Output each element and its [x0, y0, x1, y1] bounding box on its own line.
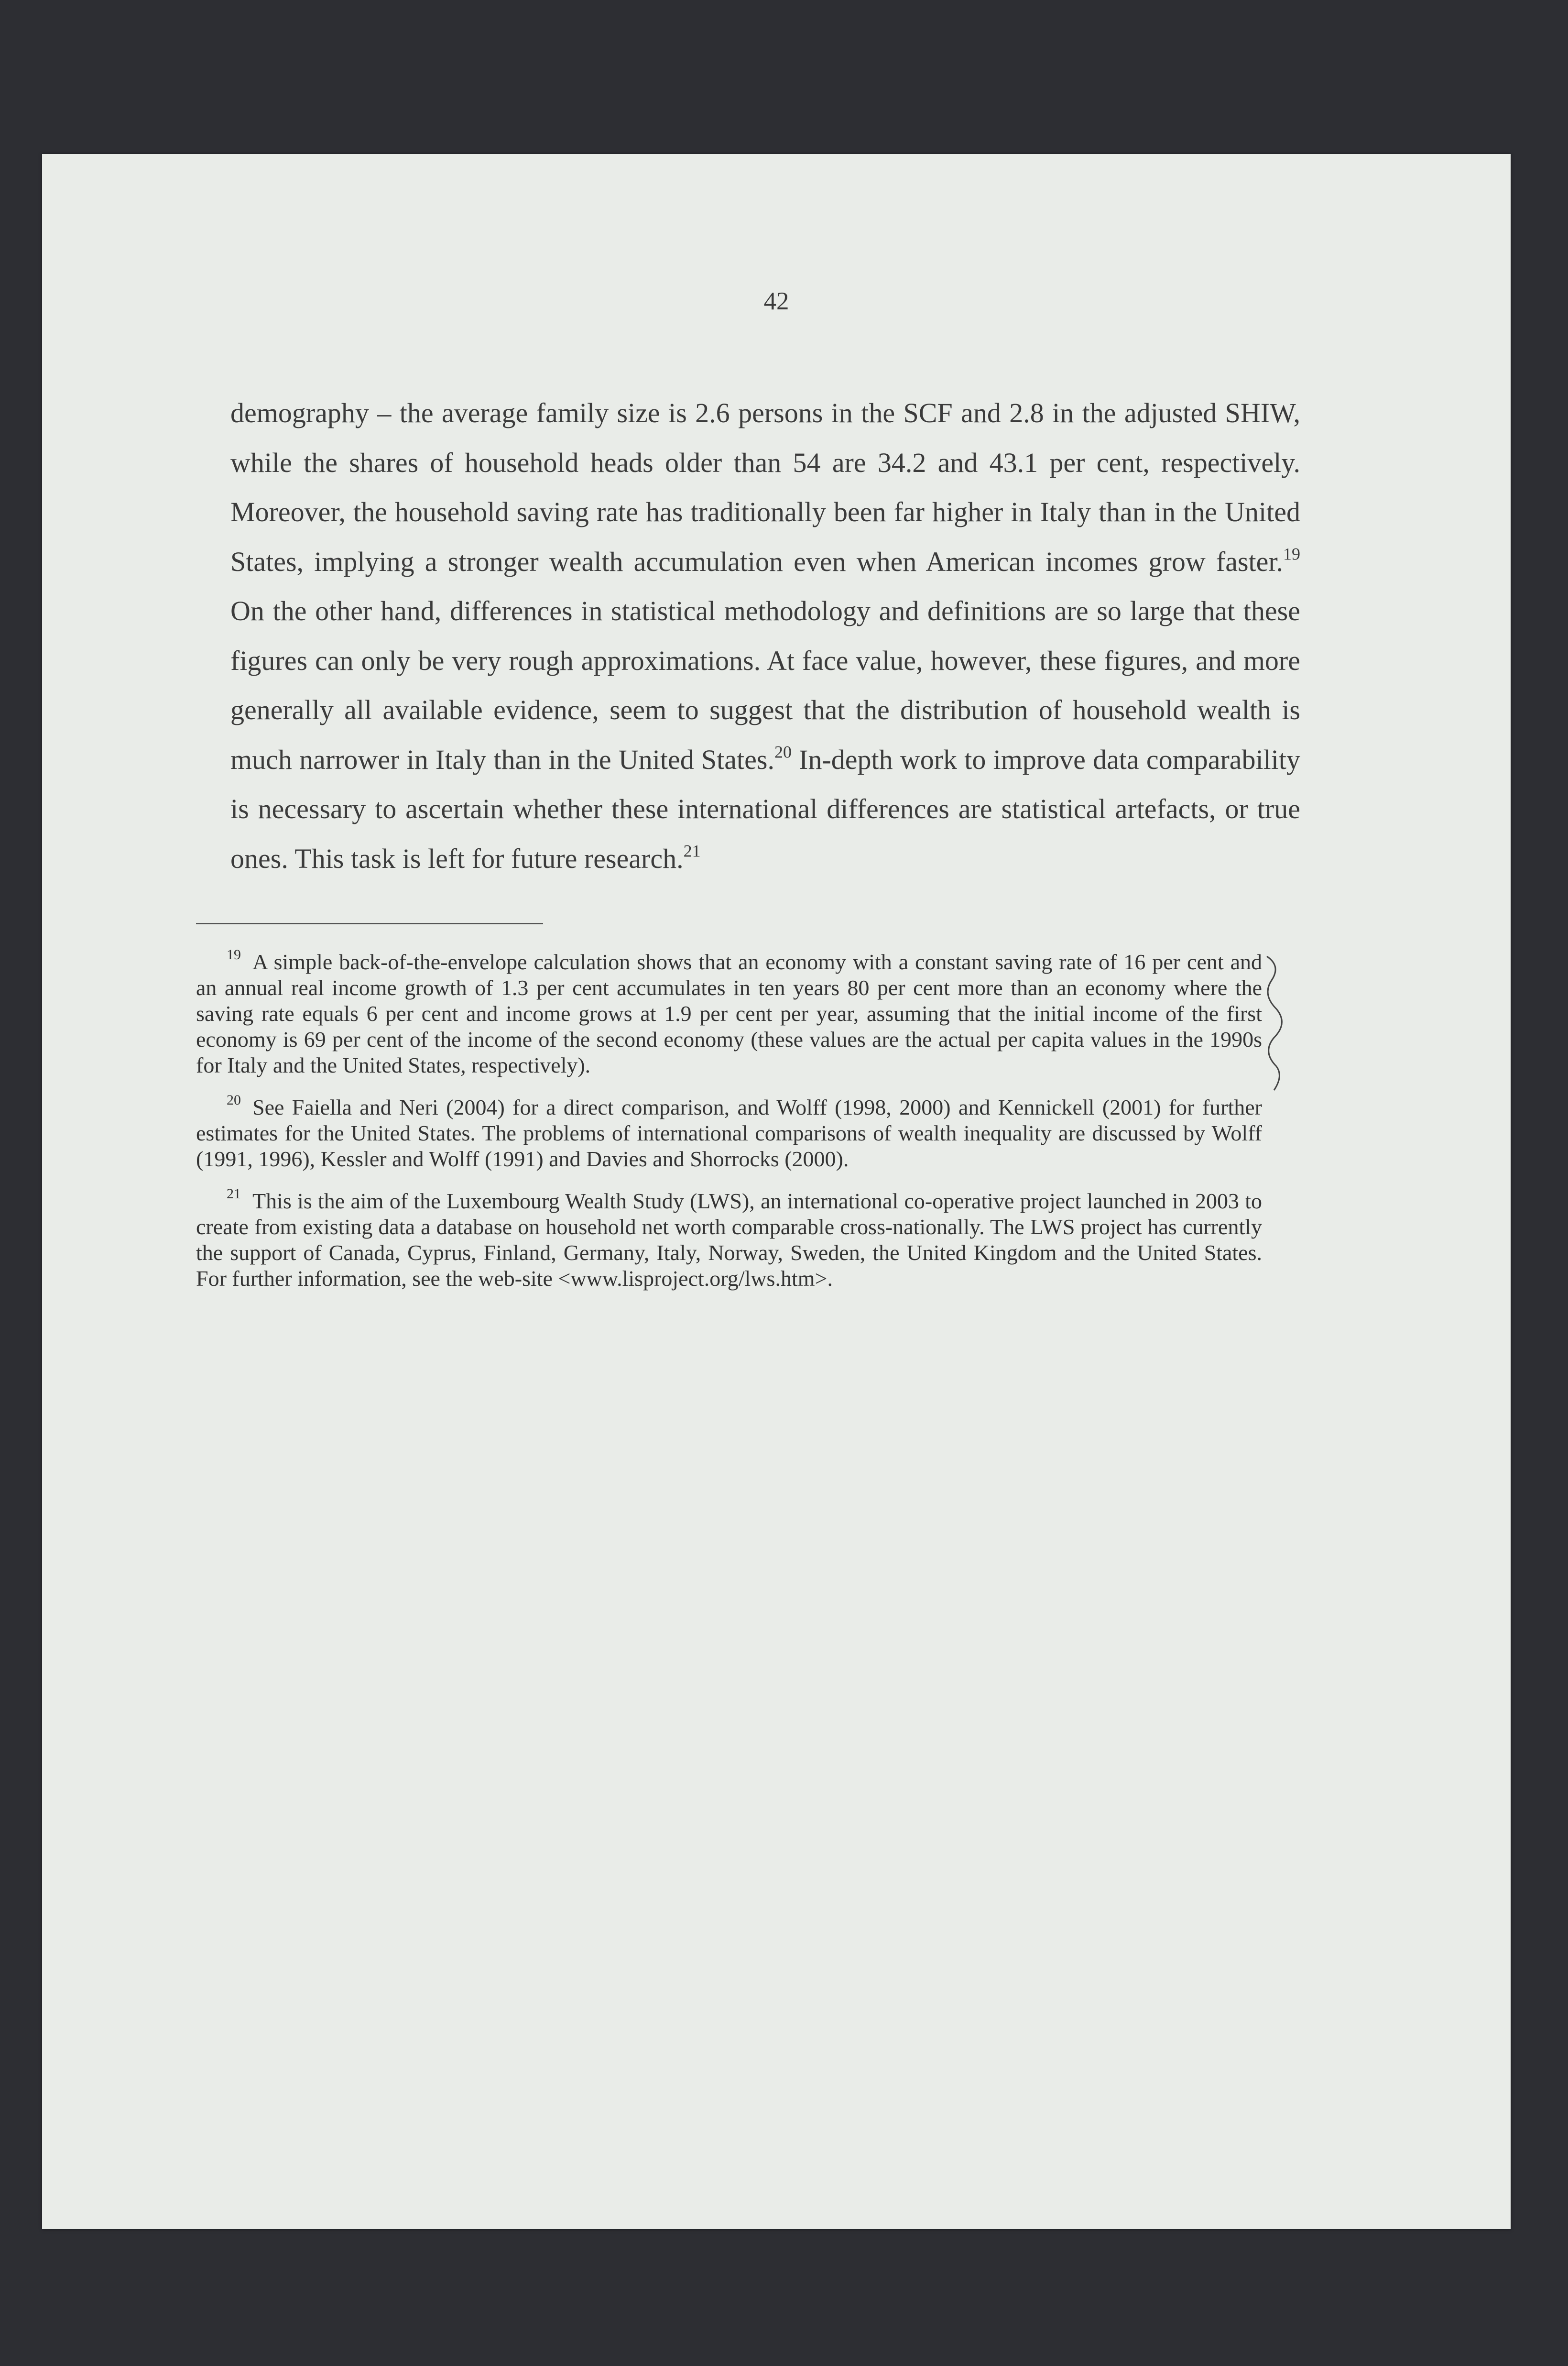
- footnote-ref-19[interactable]: 19: [1283, 544, 1300, 564]
- footnotes-section: [196, 949, 1262, 1308]
- footnote-text: A simple back-of-the-envelope calculation shows that an economy with a constant saving rate of 16 per cent and an annual real income growth of 1.3 per cent accumulates in ten years 80 per cent more than an economy where the saving rate equals 6 per cent and income grows at 1.9 per cent per year, assuming that the initial income of the first economy is 69 per cent of the income of the second economy (these values are the actual per capita values in the 1990s for Italy and the United States, respectively).: [196, 950, 1262, 1077]
- footnote-ref-21[interactable]: 21: [683, 841, 701, 861]
- footnote-text: See Faiella and Neri (2004) for a direct comparison, and Wolff (1998, 2000) and Kennickell (2001) for further estimates for the United States. The problems of international comparisons of wealth inequality are discussed by Wolff (1991, 1996), Kessler and Wolff (1991) and Davies and Shorrocks (2000).: [196, 1095, 1262, 1171]
- body-paragraph: [230, 388, 1300, 883]
- paragraph-text-1: demography – the average family size is 2.6 persons in the SCF and 2.8 in the adjusted SHIW, while the shares of household heads older than 54 are 34.2 and 43.1 per cent, respectively. Moreover, the household saving rate has traditionally been far higher in Italy than in the United States, implying a stronger wealth accumulation even when American incomes grow faster.: [230, 397, 1300, 577]
- footnote-text: This is the aim of the Luxembourg Wealth Study (LWS), an international co-operative project launched in 2003 to create from existing data a database on household net worth comparable cross-nationally. The LWS project has currently the support of Canada, Cyprus, Finland, Germany, Italy, Norway, Sweden, the United Kingdom and the United States. For further information, see the web-site <www.lisproject.org/lws.htm>.: [196, 1189, 1262, 1291]
- footnote-20: [196, 1092, 1262, 1172]
- paragraph-text-3: In-depth work to improve data comparability is necessary to ascertain whether these international differences are statistical artefacts, or true ones. This task is left for future research.: [230, 744, 1300, 874]
- footnote-21: [196, 1188, 1262, 1292]
- handwritten-bracket-mark: [1262, 952, 1291, 1095]
- footnote-mark: 21: [227, 1186, 241, 1202]
- footnote-mark: 19: [227, 947, 241, 963]
- page-number: 42: [763, 287, 789, 315]
- main-paragraph: [230, 388, 1300, 883]
- paragraph-text-2: On the other hand, differences in statistical methodology and definitions are so large that these figures can only be very rough approximations. At face value, however, these figures, and more generally all available evidence, seem to suggest that the distribution of household wealth is much narrower in Italy than in the United States.: [230, 595, 1300, 775]
- footnote-19: [196, 949, 1262, 1078]
- footnote-divider: [196, 923, 543, 924]
- footnote-mark: 20: [227, 1092, 241, 1108]
- footnote-ref-20[interactable]: 20: [774, 742, 792, 762]
